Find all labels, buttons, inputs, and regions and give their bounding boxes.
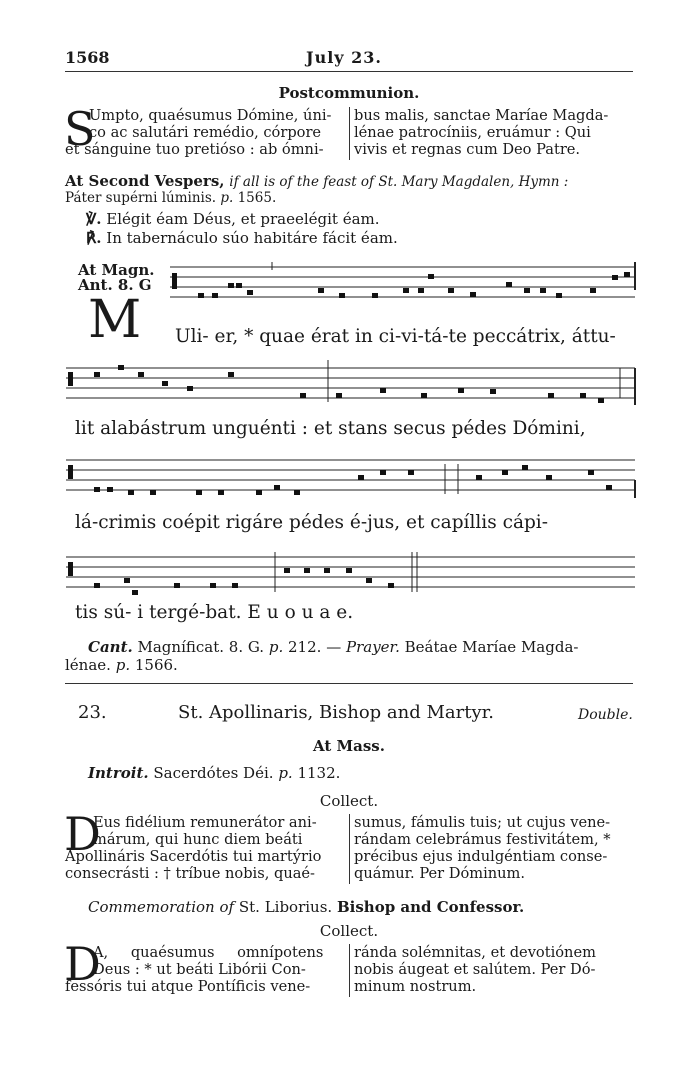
collect-2-dropcap: D (64, 937, 101, 991)
introit-line (88, 764, 340, 782)
feast-title: St. Apollinaris, Bishop and Martyr. (178, 702, 494, 723)
text-line: vivis et regnas cum Deo Patre. (354, 141, 581, 158)
text-line: A, quaésumus omnípotens (93, 944, 324, 961)
text-line: rándam celebrámus festivitátem, * (354, 831, 611, 848)
text-line: bus malis, sanctae Maríae Magda- (354, 107, 609, 124)
antiphon-lyric-2: lit alabástrum unguénti : et stans secus pédes Dómini, (75, 418, 586, 439)
commemoration-line (88, 898, 524, 916)
response-text: In tabernáculo súo habitáre fácit éam. (106, 229, 398, 247)
text-line: nobis áugeat et salútem. Per Dó- (354, 961, 596, 978)
text-line: Eus fidélium remunerátor ani- (93, 814, 317, 831)
collect-2-left (65, 944, 348, 995)
response-symbol: ℟. (86, 229, 102, 247)
page-number: 1568 (65, 48, 110, 67)
staff-1-notes (172, 272, 630, 298)
cant-text: Magníficat. 8. G. (137, 638, 265, 656)
text-line: quámur. Per Dóminum. (354, 865, 526, 882)
prayer-page: 1566. (134, 656, 178, 674)
antiphon-initial: M (88, 290, 142, 350)
prayer-page-prefix: p. (115, 656, 131, 674)
hymn-page: 1565. (237, 190, 277, 206)
commemoration-rest: Bishop and Confessor. (336, 898, 525, 916)
text-line: Umpto, quaésumus Dómine, úni- (89, 107, 332, 124)
commemoration-label: Commemoration of (88, 898, 235, 916)
introit-text: Sacerdótes Déi. (153, 764, 274, 782)
text-line: márum, qui hunc diem beáti (93, 831, 303, 848)
text-line: Deus : * ut beáti Libórii Con- (93, 961, 306, 978)
hymn-title: Páter supérni lúminis. (65, 190, 217, 206)
antiphon-label-1: At Magn. (78, 261, 155, 279)
page-date: July 23. (306, 48, 382, 67)
introit-label: Introit. (88, 764, 149, 782)
cant-page: 212. (288, 638, 322, 656)
cant-line-2 (65, 656, 178, 674)
antiphon-lyric-4: tis sú- i tergé-bat. E u o u a e. (75, 602, 354, 623)
introit-page: 1132. (297, 764, 341, 782)
antiphon-label-2: Ant. 8. G (78, 276, 152, 294)
text-line: minum nostrum. (354, 978, 477, 995)
staff-2 (66, 360, 635, 405)
cant-label: Cant. (88, 638, 133, 656)
text-line: et sánguine tuo pretióso : ab ómni- (65, 141, 324, 158)
collect-heading: Collect. (319, 792, 379, 810)
feast-day: 23. (78, 702, 107, 723)
commemoration-saint: St. Liborius. (238, 898, 333, 916)
text-line: fessóris tui atque Pontíficis vene- (65, 978, 311, 995)
vespers-title: At Second Vespers, (65, 172, 225, 190)
column-divider (349, 814, 350, 884)
text-line: co ac salutári remédio, córpore (89, 124, 322, 141)
section-rule (65, 683, 633, 684)
collect-dropcap: D (64, 807, 101, 861)
versicle-text: Elégit éam Déus, et praeelégit éam. (106, 210, 380, 228)
versicle-symbol: ℣. (86, 210, 102, 228)
cant-dash: — (326, 638, 342, 656)
text-line: ránda solémnitas, et devotiónem (354, 944, 596, 961)
postcommunion-dropcap: S (64, 102, 96, 156)
vespers-note: if all is of the feast of St. Mary Magdalen, Hymn : (229, 174, 569, 190)
hymn-page-prefix: p. (220, 190, 234, 206)
feast-rank: Double. (578, 707, 633, 723)
text-line: précibus ejus indulgéntiam conse- (354, 848, 608, 865)
collect-left (65, 814, 348, 882)
text-line: sumus, fámulis tuis; ut cujus vene- (354, 814, 611, 831)
collect-right (354, 814, 634, 882)
prayer-text-2: lénae. (65, 656, 111, 674)
at-mass-heading: At Mass. (313, 737, 385, 755)
prayer-label: Prayer. (345, 638, 400, 656)
antiphon-lyric-1: Uli- er, * quae érat in ci-vi-tá-te peccátrix, áttu- (175, 326, 616, 347)
prayer-text: Beátae Maríae Magda- (404, 638, 579, 656)
cant-page-prefix: p. (268, 638, 284, 656)
introit-page-prefix: p. (278, 764, 293, 782)
collect-2-heading: Collect. (319, 922, 379, 940)
postcommunion-heading: Postcommunion. (278, 84, 420, 102)
text-line: consecrásti : † tríbue nobis, quaé- (65, 865, 315, 882)
text-line: lénae patrocíniis, eruámur : Qui (354, 124, 591, 141)
staff-1 (170, 262, 635, 297)
column-divider (349, 944, 350, 997)
collect-2-right (354, 944, 634, 995)
staff-2-notes (68, 365, 604, 403)
text-line: Apollináris Sacerdótis tui martýrio (65, 848, 322, 865)
cant-line (88, 638, 578, 656)
antiphon-lyric-3: lá-crimis coépit rigáre pédes é-jus, et capíllis cápi- (75, 512, 548, 533)
